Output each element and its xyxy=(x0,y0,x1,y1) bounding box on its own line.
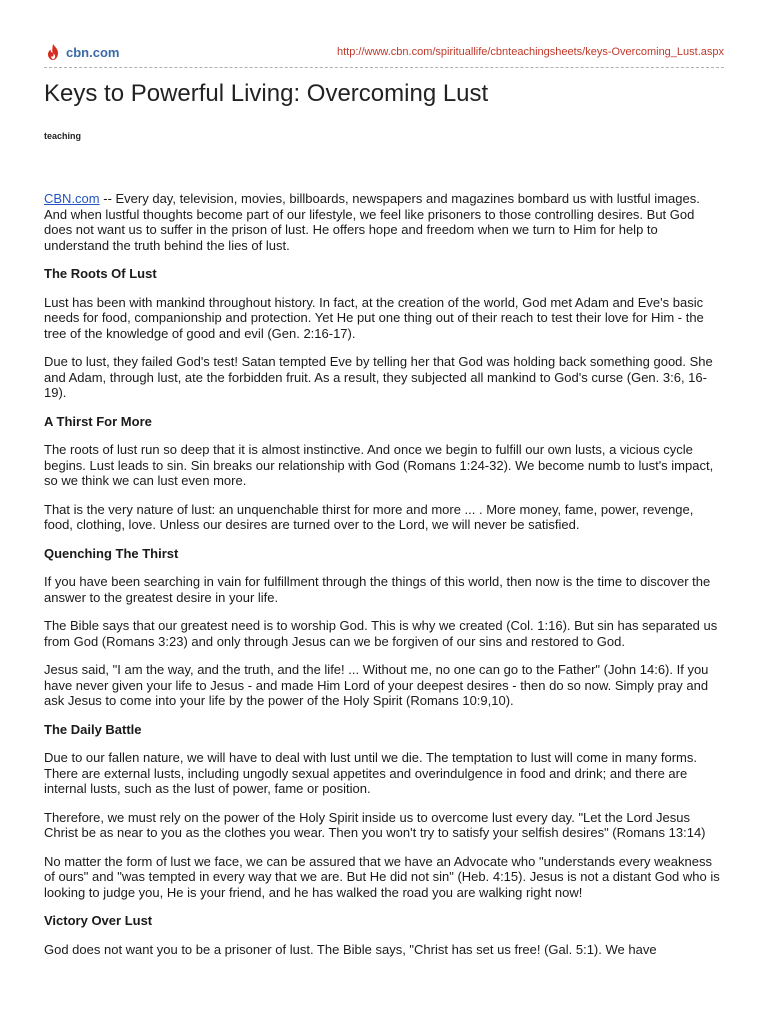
paragraph: Due to lust, they failed God's test! Satan tempted Eve by telling her that God was holding back something good. She and Adam, through lust, ate the forbidden fruit. As a result, they subjected all mankind to God's curse (Gen. 3:6, 16-19). xyxy=(44,354,713,400)
paragraph: Therefore, we must rely on the power of the Holy Spirit inside us to overcome lust every day. "Let the Lord Jesus Christ be as near to you as the clothes you wear. Then you won't try to satisfy your selfish desires" (Romans 13:14) xyxy=(44,809,706,840)
paragraph: The Bible says that our greatest need is to worship God. This is why we created (Col. 1:16). But sin has separated us from God (Romans 3:23) and only through Jesus can we be forgiven of our sins and restored to God. xyxy=(44,618,718,649)
flame-icon xyxy=(44,43,62,61)
intro-paragraph xyxy=(44,191,724,253)
header-divider xyxy=(44,67,724,68)
article-title: Keys to Powerful Living: Overcoming Lust xyxy=(44,80,489,107)
intro-text: -- Every day, television, movies, billboards, newspapers and magazines bombard us with lustful images. And when lustful thoughts become part of our lifestyle, we feel like prisoners to those controlling desires. But God does not want us to suffer in the prison of lust. He offers hope and freedom when we turn to Him for help to understand the truth behind the lies of lust. xyxy=(44,191,700,253)
paragraph: Due to our fallen nature, we will have to deal with lust until we die. The temptation to lust will come in many forms. There are external lusts, including ungodly sexual appetites and overindulgence in food and drink; and there are internal lusts, such as the lust of power, fame or position. xyxy=(44,750,697,796)
section-heading-daily-battle: The Daily Battle xyxy=(44,721,142,737)
source-url[interactable]: http://www.cbn.com/spirituallife/cbnteachingsheets/keys-Overcoming_Lust.aspx xyxy=(336,46,724,58)
paragraph: God does not want you to be a prisoner of lust. The Bible says, "Christ has set us free! (Gal. 5:1). We have xyxy=(44,941,657,957)
page-header xyxy=(44,42,724,68)
article-body xyxy=(44,191,724,970)
section-heading-thirst: A Thirst For More xyxy=(44,413,152,429)
section-heading-roots: The Roots Of Lust xyxy=(44,266,157,281)
category-tag: teaching xyxy=(44,131,82,141)
cbn-logo[interactable] xyxy=(44,42,119,62)
paragraph: Jesus said, "I am the way, and the truth, and the life! ... Without me, no one can go to the Father" (John 14:6). If you have never given your life to Jesus - and made Him Lord of your deepest desires - then do so now. Simply pray and ask Jesus to come into your life by the power of the Holy Spirit (Romans 10:9,10). xyxy=(44,662,709,708)
section-heading-quenching: Quenching The Thirst xyxy=(44,545,179,561)
paragraph: If you have been searching in vain for fulfillment through the things of this world, then now is the time to discover the answer to the greatest desire in your life. xyxy=(44,574,711,605)
logo-text: cbn.com xyxy=(66,44,120,60)
cbn-link[interactable]: CBN.com xyxy=(44,191,100,206)
paragraph: The roots of lust run so deep that it is almost instinctive. And once we begin to fulfill our own lusts, a vicious cycle begins. Lust leads to sin. Sin breaks our relationship with God (Romans 1:24-32). We become numb to lust's impact, so we think we can lust even more. xyxy=(44,442,714,488)
paragraph: That is the very nature of lust: an unquenchable thirst for more and more ... . More money, fame, power, revenge, food, clothing, love. Unless our desires are turned over to the Lord, we will never be satisfied. xyxy=(44,501,694,532)
paragraph: Lust has been with mankind throughout history. In fact, at the creation of the world, God met Adam and Eve's basic needs for food, companionship and protection. Yet He put one thing out of their reach to test their love for Him - the tree of the knowledge of good and evil (Gen. 2:16-17). xyxy=(44,294,704,341)
paragraph: No matter the form of lust we face, we can be assured that we have an Advocate who "understands every weakness of ours" and "was tempted in every way that we are. But He did not sin" (Heb. 4:15). Jesus is not a distant God who is looking to judge you, He is your friend, and he has walked the road you are walking right now! xyxy=(44,853,720,900)
section-heading-victory: Victory Over Lust xyxy=(44,913,153,928)
